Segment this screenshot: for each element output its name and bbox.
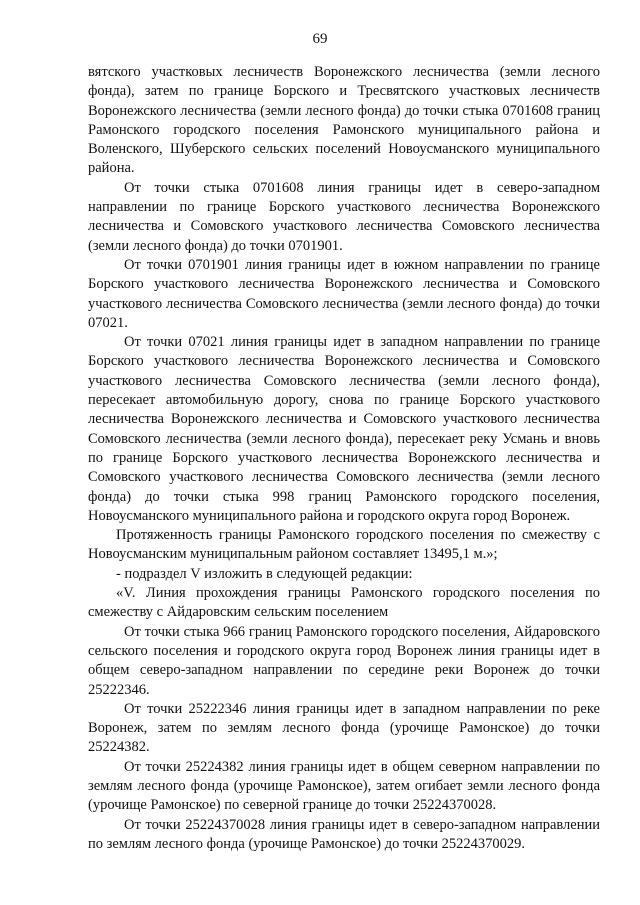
paragraph-continuation: вятского участковых лесничеств Воронежского лесничества (земли лесного фонда), затем по границе Борского и Тресвятского участковых лесничеств Воронежского лесничества (земли лесного фонда) до точки стыка 0701608 границ Рамонского городского поселения Рамонского муниципального района и Воленского, Шуберского сельских поселений Новоусманского муниципального района. <box>88 64 600 177</box>
paragraph-point-25222346: От точки 25222346 линия границы идет в западном направлении по реке Воронеж, затем по землям лесного фонда (урочище Рамонское) до точки 25224382. <box>88 700 600 756</box>
section-heading-v: «V. Линия прохождения границы Рамонского городского поселения по смежеству с Айдаровским сельским поселением <box>88 585 600 621</box>
paragraph-point-0701608: От точки стыка 0701608 линия границы идет в северо-западном направлении по границе Борского участкового лесничества Воронежского лесничества и Сомовского участкового лесничества Сомовского лесничества (земли лесного фонда) до точки 0701901. <box>88 179 600 254</box>
paragraph-point-0701901: От точки 0701901 линия границы идет в южном направлении по границе Борского участкового лесничества Воронежского лесничества и Сомовского участкового лесничества Сомовского лесничества (земли лесного фонда) до точки 07021. <box>88 256 600 331</box>
document-body <box>88 63 600 854</box>
paragraph-boundary-length: Протяженность границы Рамонского городского поселения по смежеству с Новоусманским муниципальным районом составляет 13495,1 м.»; <box>88 527 600 563</box>
page-number: 69 <box>312 31 328 47</box>
paragraph-point-07021: От точки 07021 линия границы идет в западном направлении по границе Борского участкового лесничества Воронежского лесничества и Сомовского участкового лесничества Сомовского лесничества (земли лесного фонда), пересекает автомобильную дорогу, снова по границе Борского участкового лесничества Воронежского лесничества и Сомовского участкового лесничества Сомовского лесничества (земли лесного фонда), пересекает реку Усмань и вновь по границе Борского участкового лесничества Воронежского лесничества и Сомовского участкового лесничества Сомовского лесничества (земли лесного фонда) до точки стыка 998 границ Рамонского городского поселения, Новоусманского муниципального района и городского округа город Воронеж. <box>88 334 600 524</box>
paragraph-point-25224382: От точки 25224382 линия границы идет в общем северном направлении по землям лесного фонда (урочище Рамонское), затем огибает земли лесного фонда (урочище Рамонское) по северной границе до точки 25224370028. <box>88 758 600 814</box>
paragraph-point-25224370028: От точки 25224370028 линия границы идет в северо-западном направлении по землям лесного фонда (урочище Рамонское) до точки 25224370029. <box>88 816 600 852</box>
paragraph-instruction: - подраздел V изложить в следующей редакции: <box>116 565 413 582</box>
paragraph-point-966: От точки стыка 966 границ Рамонского городского поселения, Айдаровского сельского поселения и городского округа город Воронеж линия границы идет в общем северо-западном направлении по середине реки Воронеж до точки 25222346. <box>88 623 600 698</box>
